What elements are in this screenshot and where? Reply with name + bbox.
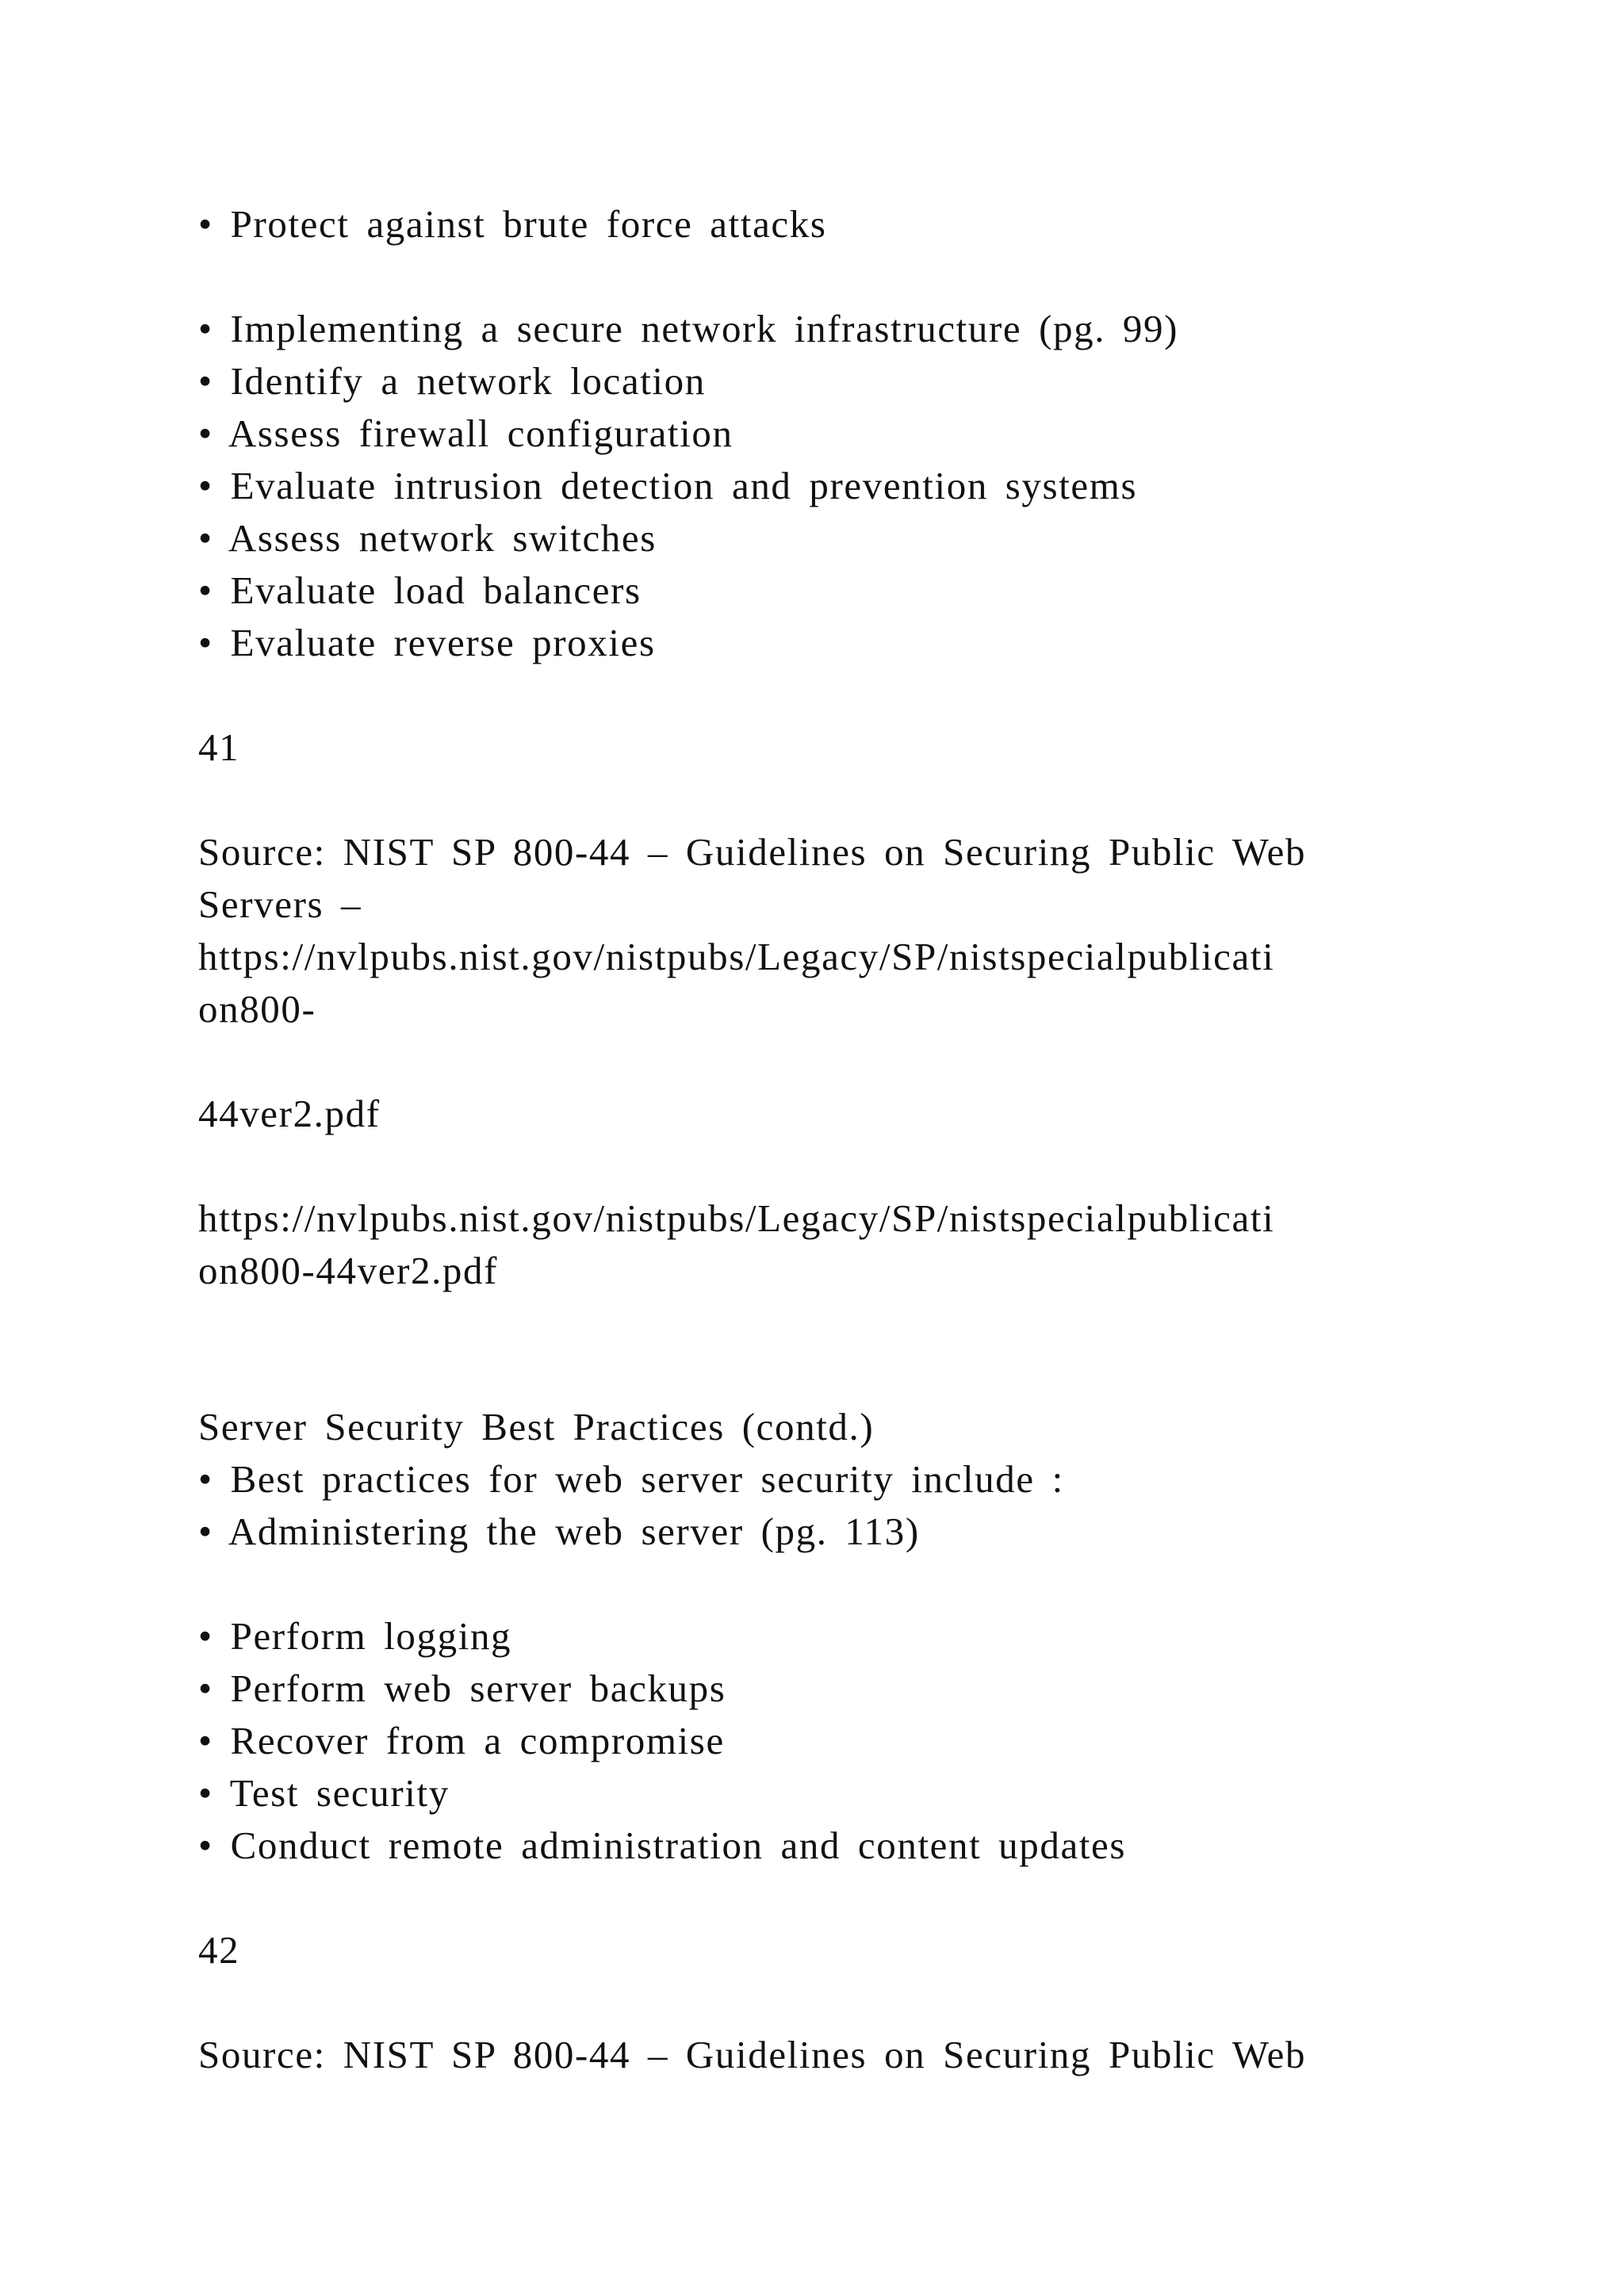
text-line: • Identify a network location — [198, 359, 706, 403]
page-number: 42 — [198, 1928, 240, 1972]
section-title: Server Security Best Practices (contd.) — [198, 1405, 875, 1448]
text-line: • Evaluate load balancers — [198, 568, 642, 612]
source-line: Source: NIST SP 800-44 – Guidelines on Securing Public Web — [198, 2033, 1307, 2076]
source-url: 44ver2.pdf — [198, 1092, 381, 1135]
page-number: 41 — [198, 725, 240, 769]
text-line: • Assess firewall configuration — [198, 411, 733, 455]
text-line: • Recover from a compromise — [198, 1719, 725, 1762]
source-url: https://nvlpubs.nist.gov/nistpubs/Legacy/SP/nistspecialpublicati — [198, 1196, 1275, 1240]
text-line: • Administering the web server (pg. 113) — [198, 1510, 920, 1553]
source-url: https://nvlpubs.nist.gov/nistpubs/Legacy/SP/nistspecialpublicati — [198, 935, 1275, 978]
source-url: on800- — [198, 987, 316, 1031]
text-line: • Implementing a secure network infrastructure (pg. 99) — [198, 307, 1179, 350]
source-url: on800-44ver2.pdf — [198, 1249, 499, 1292]
text-line: • Protect against brute force attacks — [198, 202, 827, 246]
text-line: • Perform web server backups — [198, 1667, 726, 1710]
text-line: • Perform logging — [198, 1614, 512, 1658]
text-line: • Evaluate reverse proxies — [198, 621, 656, 664]
source-line: Source: NIST SP 800-44 – Guidelines on Securing Public Web — [198, 830, 1307, 874]
text-line: • Conduct remote administration and content updates — [198, 1823, 1127, 1867]
text-line: • Best practices for web server security include : — [198, 1457, 1064, 1501]
source-line: Servers – — [198, 882, 362, 926]
text-line: • Test security — [198, 1771, 450, 1815]
text-line: • Assess network switches — [198, 516, 657, 560]
text-line: • Evaluate intrusion detection and prevention systems — [198, 464, 1138, 507]
